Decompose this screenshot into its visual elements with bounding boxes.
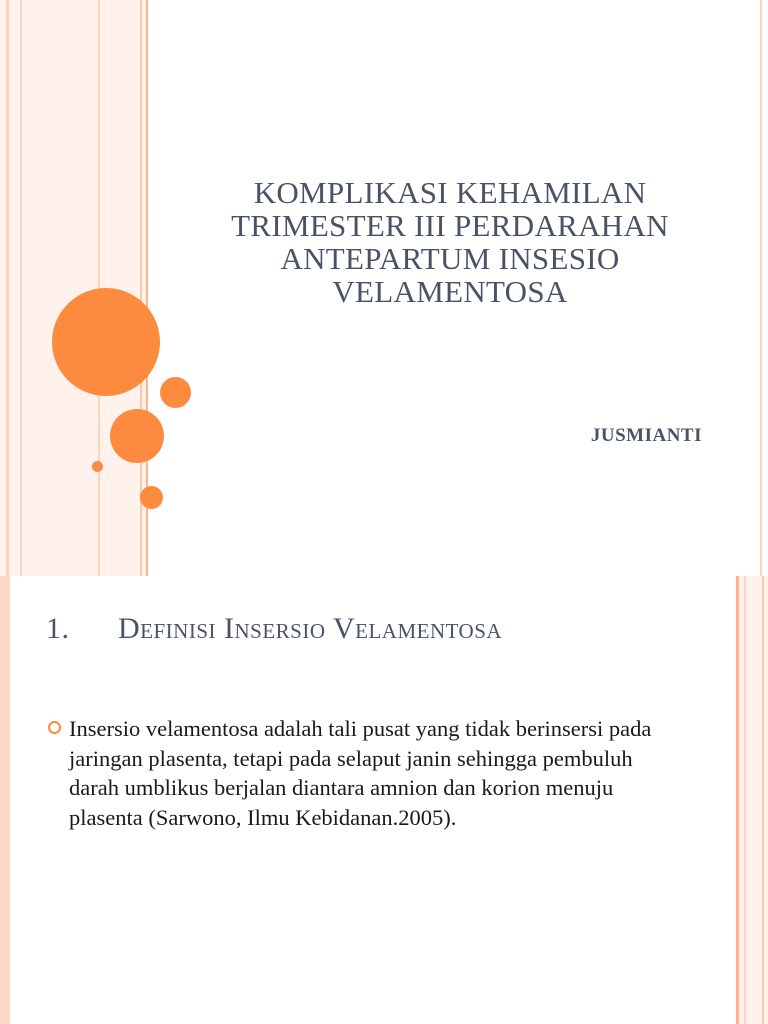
bullet-circle-icon — [48, 721, 61, 734]
decorative-line — [744, 576, 746, 1024]
decorative-line — [736, 576, 739, 1024]
decorative-line — [762, 576, 764, 1024]
decorative-circle-large — [52, 288, 160, 396]
decorative-circle-small — [92, 461, 103, 472]
decorative-line — [20, 0, 22, 576]
heading-text: Definisi Insersio Velamentosa — [118, 612, 503, 645]
decorative-circle — [110, 409, 164, 463]
decorative-circle — [160, 377, 191, 408]
decorative-line — [6, 0, 9, 576]
decorative-circle — [140, 486, 163, 509]
bullet-text: Insersio velamentosa adalah tali pusat yang tidak berinsersi pada jaringan plasenta, tetapi pada selaput janin sehingga pembuluh darah umblikus berjalan diantara amnion dan korion menuju plasenta (Sarwono, Ilmu Kebidanan.2005). — [69, 716, 652, 830]
slide-title: KOMPLIKASI KEHAMILAN TRIMESTER III PERDARAHAN ANTEPARTUM INSESIO VELAMENTOSA — [231, 175, 669, 309]
heading-number: 1. — [46, 612, 70, 645]
author-name: JUSMIANTI — [590, 425, 702, 446]
decorative-left-band — [0, 576, 10, 1024]
decorative-line — [760, 0, 762, 576]
list-item — [48, 714, 668, 832]
section-heading — [46, 612, 502, 646]
